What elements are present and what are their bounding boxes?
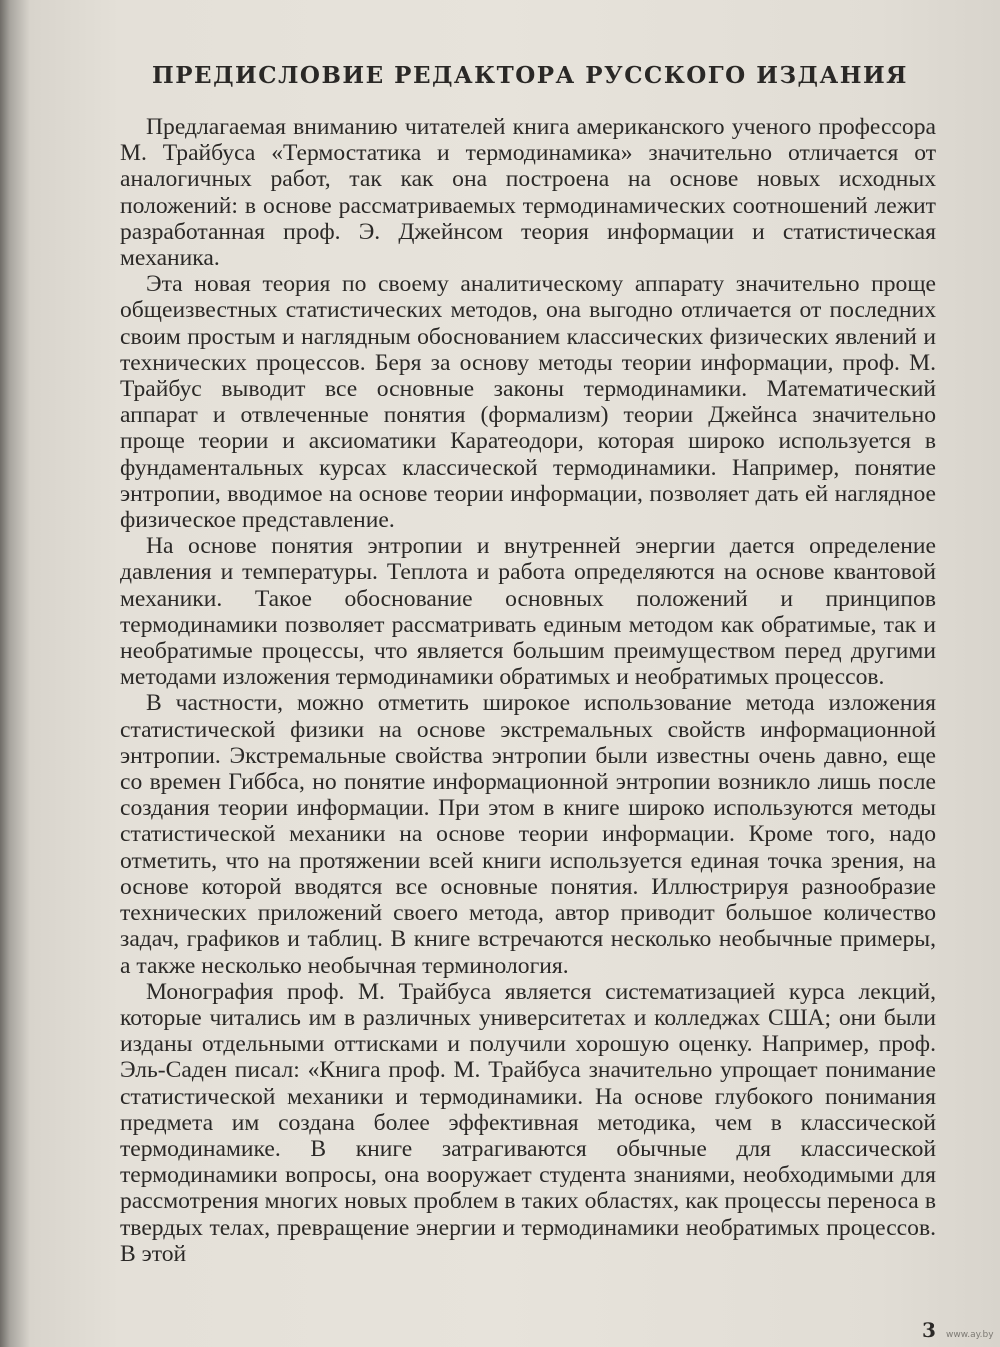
- body-text: [120, 114, 936, 1267]
- page-number: 3: [922, 1318, 936, 1342]
- paragraph-3: На основе понятия энтропии и внутренней энергии дается определение давления и температуры. Теплота и работа определяются на основе квантовой механики. Такое обоснование основных положений и принципов термодинамики позволяет рассматривать единым методом как обратимые, так и необратимые процессы, что является большим преимуществом перед другими методами изложения термодинамики обратимых и необратимых процессов.: [120, 533, 936, 691]
- chapter-heading: ПРЕДИСЛОВИЕ РЕДАКТОРА РУССКОГО ИЗДАНИЯ: [152, 62, 908, 89]
- paragraph-5: Монография проф. М. Трайбуса является систематизацией курса лекций, которые читались им в различных университетах и колледжах США; они были изданы отдельными оттисками и получили хорошую оценку. Например, проф. Эль-Саден писал: «Книга проф. М. Трайбуса значительно упрощает понимание статистической механики и термодинамики. На основе глубокого понимания предмета им создана более эффективная методика, чем в классической термодинамике. В книге затрагиваются обычные для классической термодинамики вопросы, она вооружает студента знаниями, необходимыми для рассмотрения многих новых проблем в таких областях, как процессы переноса в твердых телах, превращение энергии и термодинамики необратимых процессов. В этой: [120, 978, 936, 1267]
- paragraph-4: В частности, можно отметить широкое использование метода изложения статистической физики на основе экстремальных свойств информационной энтропии. Экстремальные свойства энтропии были известны очень давно, еще со времен Гиббса, но понятие информационной энтропии возникло лишь после создания теории информации. При этом в книге широко используются методы статистической механики на основе теории информации. Кроме того, надо отметить, что на протяжении всей книги используется единая точка зрения, на основе которой вводятся все основные понятия. Иллюстрируя разнообразие технических приложений своего метода, автор приводит большое количество задач, графиков и таблиц. В книге встречаются несколько необычные примеры, а также несколько необычная терминология.: [120, 690, 936, 979]
- paragraph-2: Эта новая теория по своему аналитическому аппарату значительно проще общеизвестных статистических методов, она выгодно отличается от последних своим простым и наглядным обоснованием классических физических явлений и технических процессов. Беря за основу методы теории информации, проф. М. Трайбус выводит все основные законы термодинамики. Математический аппарат и отвлеченные понятия (формализм) теории Джейнса значительно проще теории и аксиоматики Каратеодори, которая широко используется в фундаментальных курсах классической термодинамики. Например, понятие энтропии, вводимое на основе теории информации, позволяет дать ей наглядное физическое представление.: [120, 271, 936, 534]
- paragraph-1: Предлагаемая вниманию читателей книга американского ученого профессора М. Трайбуса «Термостатика и термодинамика» значительно отличается от аналогичных работ, так как она построена на основе новых исходных положений: в основе рассматриваемых термодинамических соотношений лежит разработанная проф. Э. Джейнсом теория информации и статистическая механика.: [120, 114, 936, 272]
- watermark: www.ay.by: [946, 1330, 994, 1340]
